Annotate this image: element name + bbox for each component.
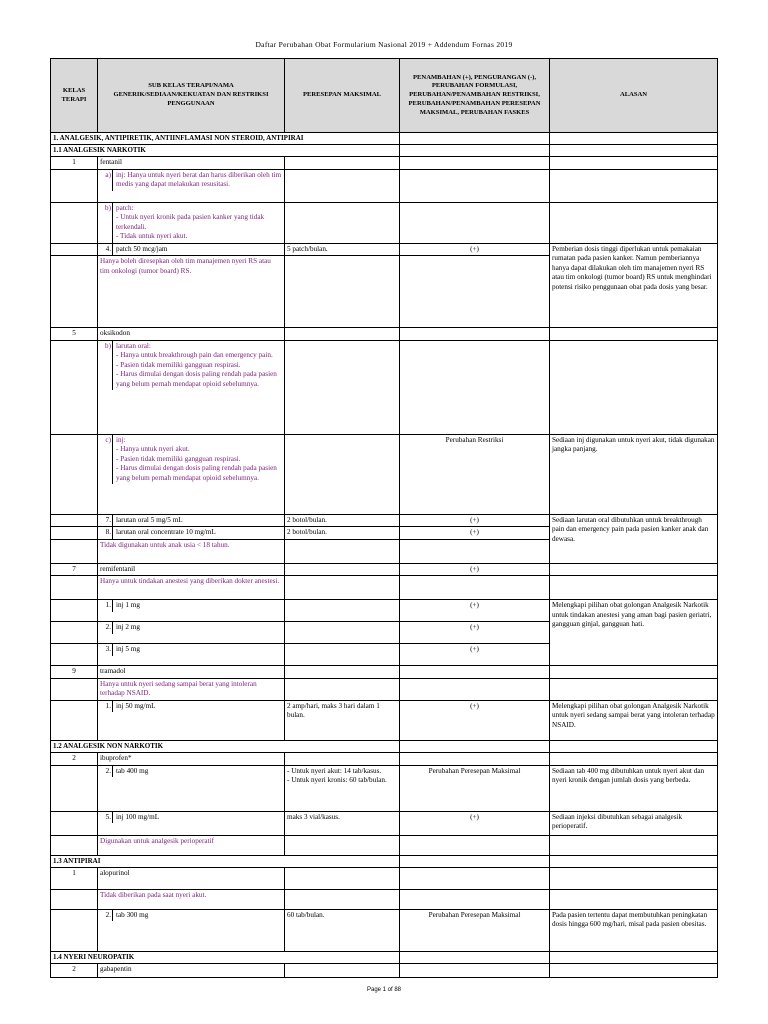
subsection-row — [51, 951, 718, 963]
item-label: c) — [98, 435, 113, 485]
item-text: inj 100 mg/mL — [116, 812, 160, 821]
table-row — [51, 563, 718, 576]
item-text: patch: — [116, 203, 134, 212]
item-text: inj 1 mg — [116, 601, 140, 610]
header-penambahan: PENAMBAHAN (+), PENGURANGAN (-), PERUBAHAN FORMULASI, PERUBAHAN/PENAMBAHAN RESTRIKSI, PERUBAHAN/PENAMBAHAN PERESEPAN MAKSIMAL, PERUBAHAN FASKES — [400, 59, 550, 133]
page-footer: Page 1 of 88 — [366, 987, 402, 993]
peresepan-cell: - Untuk nyeri akut: 14 tab/kasus. - Untuk nyeri kronis: 60 tab/bulan. — [285, 765, 400, 811]
alasan-cell: Sediaan tab 400 mg dibutuhkan untuk nyeri akut dan nyeri kronik dengan jumlah dosis yang berbeda. — [550, 765, 718, 811]
change-cell: Perubahan Peresepan Maksimal — [400, 909, 550, 951]
item-label: 3. — [98, 644, 113, 656]
change-cell: (+) — [400, 527, 550, 540]
table-row — [51, 328, 718, 341]
item-text: - Harus dimulai dengan dosis paling rendah pada pasien yang belum pernah mendapat opioid sebelumnya. — [116, 370, 277, 388]
item-text: tab 300 mg — [116, 910, 149, 919]
change-cell: (+) — [400, 811, 550, 835]
table-row — [51, 202, 718, 243]
table-row — [51, 340, 718, 434]
item-text: inj 2 mg — [116, 623, 140, 632]
drug-name: alopurinol — [98, 867, 285, 889]
change-cell: (+) — [400, 644, 550, 666]
item-text: tab 400 mg — [116, 766, 149, 775]
item-label: 4. — [98, 244, 113, 256]
change-cell: (+) — [400, 700, 550, 740]
change-cell: (+) — [400, 622, 550, 644]
item-label: 5. — [98, 812, 113, 824]
header-alasan: ALASAN — [550, 59, 718, 133]
table-row — [51, 964, 718, 978]
table-row — [51, 835, 718, 855]
item-text: larutan oral 5 mg/5 mL — [116, 515, 183, 524]
table-row — [51, 576, 718, 600]
restriction-text: Hanya untuk nyeri sedang sampai berat yang intoleran terhadap NSAID. — [98, 678, 285, 700]
alasan-cell: Melengkapi pilihan obat golongan Analgesik Narkotik untuk nyeri sedang sampai berat yang intoleran terhadap NSAID. — [550, 700, 718, 740]
alasan-cell: Pada pasien tertentu dapat membutuhkan peningkatan dosis hingga 600 mg/hari, misal pada pasien obesitas. — [550, 909, 718, 951]
item-label: 2. — [98, 766, 113, 778]
table-row — [51, 700, 718, 740]
change-cell: Perubahan Restriksi — [400, 434, 550, 514]
subsection-title: 1.2 ANALGESIK NON NARKOTIK — [51, 740, 400, 752]
row-number: 1 — [51, 867, 98, 889]
section-row — [51, 133, 718, 145]
drug-name: tramadol — [98, 666, 285, 679]
section-title: 1. ANALGESIK, ANTIPIRETIK, ANTIINFLAMASI NON STEROID, ANTIPIRAI — [51, 133, 400, 145]
alasan-cell: Sediaan injeksi dibutuhkan sebagai analgesik perioperatif. — [550, 811, 718, 835]
row-number: 7 — [51, 563, 98, 576]
change-cell: (+) — [400, 563, 550, 576]
peresepan-cell: 60 tab/bulan. — [285, 909, 400, 951]
row-number: 1 — [51, 157, 98, 170]
subsection-row — [51, 145, 718, 157]
change-cell: (+) — [400, 600, 550, 622]
formulary-changes-table — [50, 58, 718, 978]
drug-name: gabapentin — [98, 964, 285, 978]
restriction-text: Tidak digunakan untuk anak usia < 18 tahun. — [98, 539, 285, 563]
restriction-text: Tidak diberikan pada saat nyeri akut. — [98, 889, 285, 909]
alasan-cell: Melengkapi pilihan obat golongan Analgesik Narkotik untuk tindakan anestesi yang aman bagi pasien geriatri, gangguan ginjal, gangguan hati. — [550, 600, 718, 666]
table-row — [51, 753, 718, 766]
subsection-title: 1.1 ANALGESIK NARKOTIK — [51, 145, 400, 157]
change-cell: (+) — [400, 243, 550, 256]
peresepan-cell: maks 3 vial/kasus. — [285, 811, 400, 835]
table-row — [51, 811, 718, 835]
row-number: 5 — [51, 328, 98, 341]
row-number: 2 — [51, 753, 98, 766]
item-label: b) — [98, 203, 113, 243]
item-label: 1. — [98, 701, 113, 713]
subsection-row — [51, 855, 718, 867]
drug-name: oksikodon — [98, 328, 285, 341]
item-text: - Hanya untuk breakthrough pain dan emergency pain. — [116, 351, 273, 360]
item-text: - Harus dimulai dengan dosis paling rendah pada pasien yang belum pernah mendapat opioid sebelumnya. — [116, 464, 277, 482]
table-row — [51, 514, 718, 527]
drug-name: fentanil — [98, 157, 285, 170]
document-title: Daftar Perubahan Obat Formularium Nasional 2019 + Addendum Fornas 2019 — [255, 40, 513, 49]
table-row — [51, 169, 718, 202]
header-sub-kelas: SUB KELAS TERAPI/NAMA GENERIK/SEDIAAN/KEKUATAN DAN RESTRIKSI PENGGUNAAN — [98, 59, 285, 133]
change-cell: (+) — [400, 514, 550, 527]
item-text: - Hanya untuk nyeri akut. — [116, 445, 190, 454]
restriction-text: Digunakan untuk analgesik perioperatif — [98, 835, 285, 855]
change-cell: Perubahan Peresepan Maksimal — [400, 765, 550, 811]
item-label: 2. — [98, 910, 113, 922]
item-text: larutan oral concentrate 10 mg/mL — [116, 528, 216, 537]
item-text: larutan oral: — [116, 341, 151, 350]
item-text: patch 50 mcg/jam — [116, 244, 168, 253]
item-label: b) — [98, 341, 113, 391]
table-row — [51, 600, 718, 622]
table-row — [51, 889, 718, 909]
table-row — [51, 157, 718, 170]
peresepan-cell: 2 botol/bulan. — [285, 527, 400, 540]
table-row — [51, 867, 718, 889]
drug-name: ibuprofen* — [98, 753, 285, 766]
item-label: 7. — [98, 515, 113, 527]
table-row — [51, 243, 718, 256]
item-label: 1. — [98, 600, 113, 612]
item-text: inj: — [116, 435, 126, 444]
item-label: a) — [98, 170, 113, 191]
item-text: inj 50 mg/mL — [116, 701, 156, 710]
header-kelas-terapi: KELAS TERAPI — [51, 59, 98, 133]
table-row — [51, 909, 718, 951]
table-row — [51, 666, 718, 679]
drug-name: remifentanil — [98, 563, 285, 576]
peresepan-cell: 2 amp/hari, maks 3 hari dalam 1 bulan. — [285, 700, 400, 740]
item-text: - Tidak untuk nyeri akut. — [116, 232, 188, 241]
subsection-title: 1.4 NYERI NEUROPATIK — [51, 951, 400, 963]
peresepan-cell: 5 patch/bulan. — [285, 243, 400, 256]
row-number: 2 — [51, 964, 98, 978]
item-label: 8. — [98, 527, 113, 539]
header-peresepan-maksimal: PERESEPAN MAKSIMAL — [285, 59, 400, 133]
table-row — [51, 765, 718, 811]
subsection-row — [51, 740, 718, 752]
item-text: - Pasien tidak memiliki gangguan respirasi. — [116, 360, 241, 369]
item-text: inj: Hanya untuk nyeri berat dan harus diberikan oleh tim medis yang dapat melakukan resusitasi. — [116, 170, 282, 189]
table-row — [51, 678, 718, 700]
alasan-cell: Pemberian dosis tinggi diperlukan untuk pemakaian rumatan pada pasien kanker. Namun pemberiannya hanya dapat dilakukan oleh tim manajemen nyeri RS atau tim onkologi (tumor board) RS untuk menghindari potensi risiko penggunaan obat pada dosis yang besar. — [550, 243, 718, 328]
item-label: 2. — [98, 622, 113, 634]
table-row — [51, 434, 718, 514]
alasan-cell: Sediaan larutan oral dibutuhkan untuk breakthrough pain dan emergency pain pada pasien kanker anak dan dewasa. — [550, 514, 718, 563]
item-text: inj 5 mg — [116, 645, 140, 654]
restriction-text: Hanya untuk tindakan anestesi yang diberikan dokter anestesi. — [98, 576, 285, 600]
item-text: - Untuk nyeri kronik pada pasien kanker yang tidak terkendali. — [116, 213, 265, 231]
peresepan-cell: 2 botol/bulan. — [285, 514, 400, 527]
restriction-text: Hanya boleh diresepkan oleh tim manajemen nyeri RS atau tim onkologi (tumor board) RS. — [98, 256, 285, 328]
item-text: - Pasien tidak memiliki gangguan respirasi. — [116, 454, 241, 463]
alasan-cell: Sediaan inj digunakan untuk nyeri akut, tidak digunakan jangka panjang. — [550, 434, 718, 514]
row-number: 9 — [51, 666, 98, 679]
subsection-title: 1.3 ANTIPIRAI — [51, 855, 400, 867]
